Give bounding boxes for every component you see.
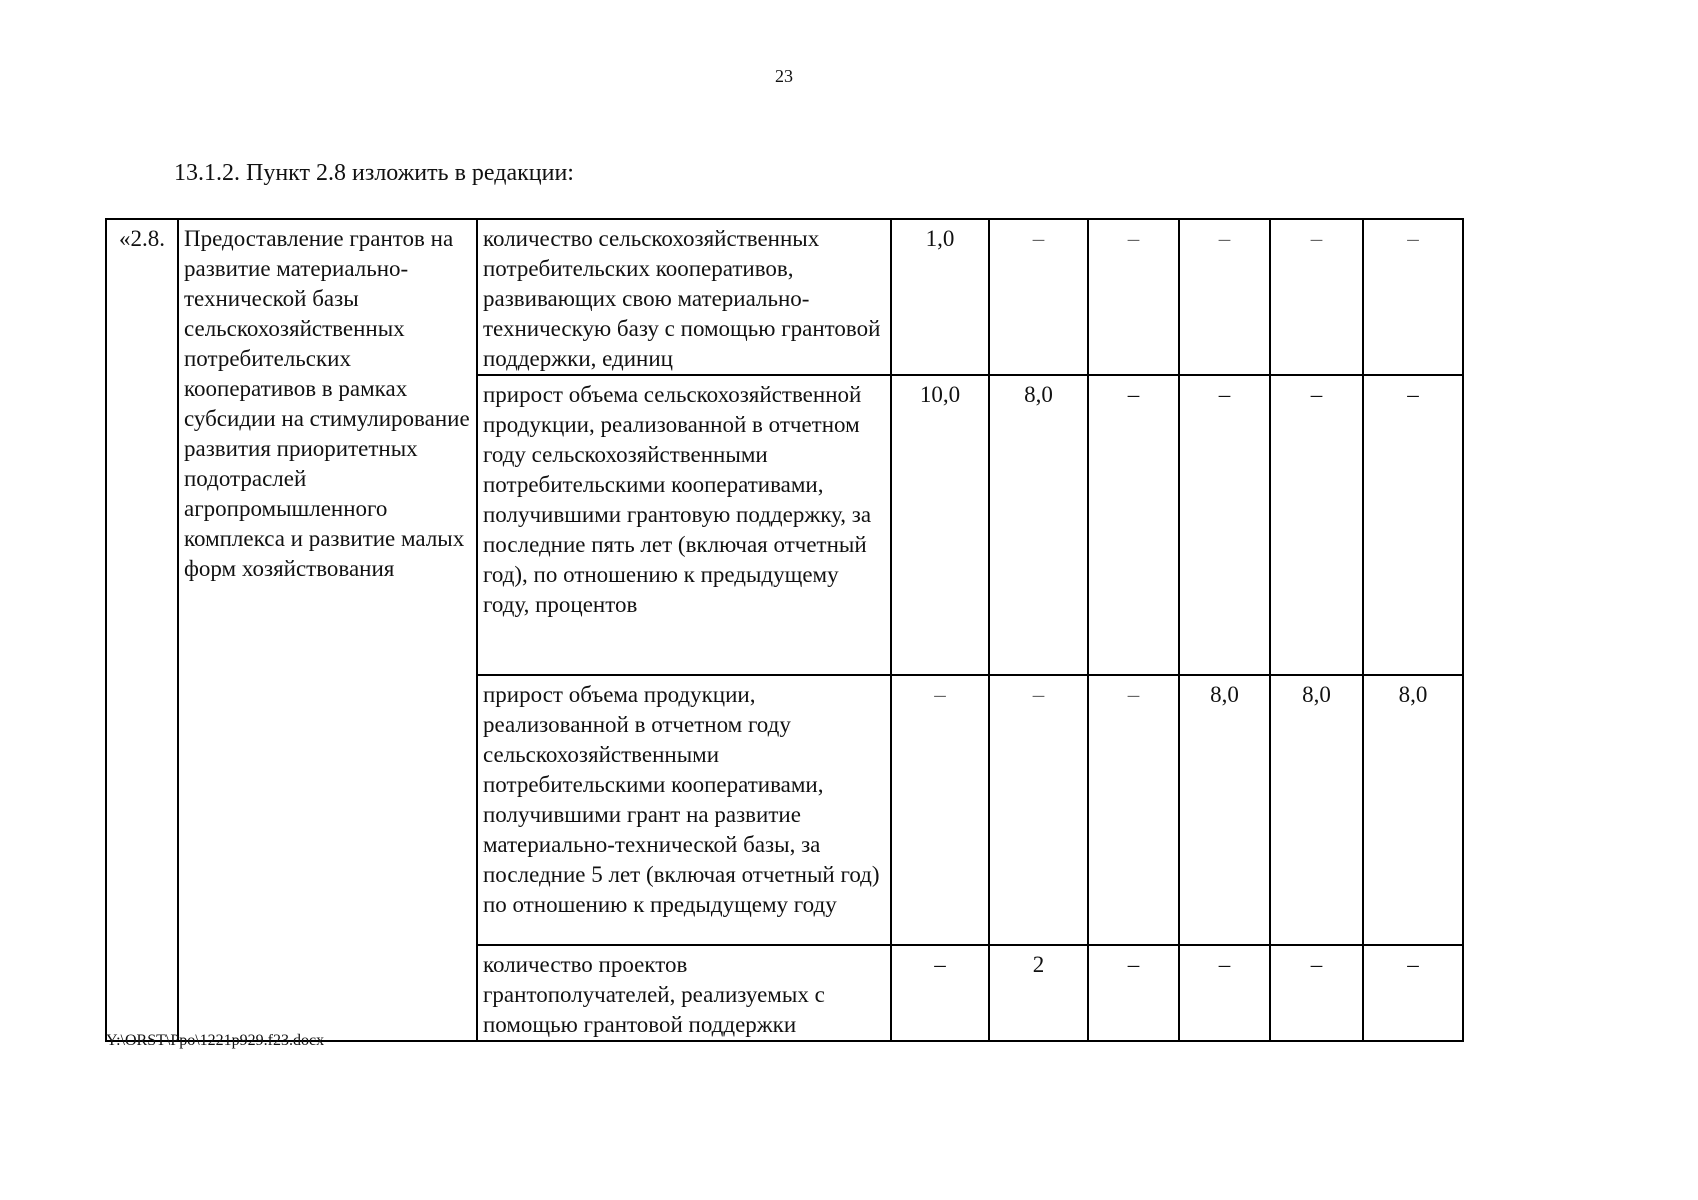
indicator-cell: количество проектов грантополучателей, реализуемых с помощью грантовой поддержки — [477, 945, 891, 1041]
value-cell: – — [1179, 219, 1270, 375]
indicator-cell: прирост объема сельскохозяйственной продукции, реализованной в отчетном году сельскохозяйственными потребительскими кооперативами, получившими грантовую поддержку, за последние пять лет (включая отчетный год), по отношению к предыдущему году, процентов — [477, 375, 891, 675]
value-cell: – — [891, 945, 989, 1041]
value-cell: 2 — [989, 945, 1088, 1041]
value-cell: – — [1179, 375, 1270, 675]
value-cell: – — [989, 219, 1088, 375]
page-number: 23 — [775, 66, 793, 86]
intro-paragraph: 13.1.2. Пункт 2.8 изложить в редакции: — [174, 160, 574, 186]
value-cell: 10,0 — [891, 375, 989, 675]
value-cell: – — [1088, 219, 1179, 375]
value-cell: – — [1088, 375, 1179, 675]
measure-cell: Предоставление грантов на развитие материально-технической базы сельскохозяйственных потребительских кооперативов в рамках субсидии на стимулирование развития приоритетных подотраслей агропромышленного комплекса и развитие малых форм хозяйствования — [178, 219, 477, 1041]
value-cell: – — [891, 675, 989, 945]
value-cell: – — [1270, 375, 1363, 675]
value-cell: – — [989, 675, 1088, 945]
value-cell: – — [1179, 945, 1270, 1041]
footer-file-path: Y:\ORST\Ppo\1221p929.f23.docx — [106, 1032, 325, 1049]
value-cell: – — [1270, 945, 1363, 1041]
indicator-cell: количество сельскохозяйственных потребительских кооперативов, развивающих свою материально-техническую базу с помощью грантовой поддержки, единиц — [477, 219, 891, 375]
value-cell: 1,0 — [891, 219, 989, 375]
indicator-cell: прирост объема продукции, реализованной в отчетном году сельскохозяйственными потребительскими кооперативами, получившими грант на развитие материально-технической базы, за последние 5 лет (включая отчетный год) по отношению к предыдущему году — [477, 675, 891, 945]
value-cell: 8,0 — [989, 375, 1088, 675]
item-number-cell: «2.8. — [106, 219, 178, 1041]
indicators-table — [105, 218, 1464, 1042]
value-cell: – — [1363, 375, 1463, 675]
value-cell: 8,0 — [1270, 675, 1363, 945]
value-cell: – — [1270, 219, 1363, 375]
value-cell: 8,0 — [1179, 675, 1270, 945]
table-row — [106, 219, 1463, 375]
value-cell: 8,0 — [1363, 675, 1463, 945]
value-cell: – — [1088, 945, 1179, 1041]
value-cell: – — [1088, 675, 1179, 945]
value-cell: – — [1363, 219, 1463, 375]
value-cell: – — [1363, 945, 1463, 1041]
